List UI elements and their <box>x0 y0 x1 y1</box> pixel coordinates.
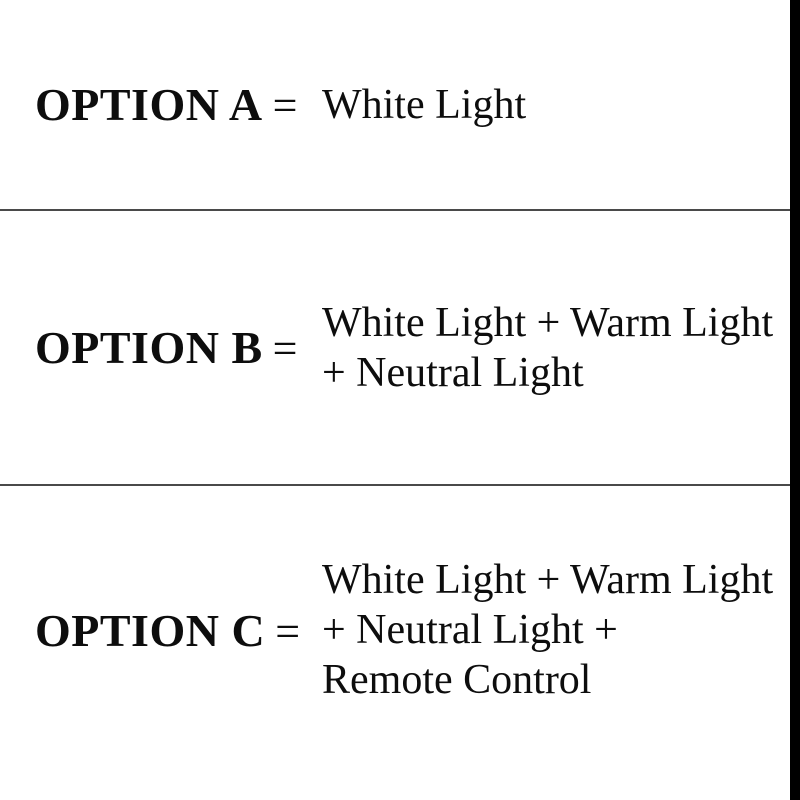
option-row-a <box>0 0 800 209</box>
equals-sign: = <box>272 81 298 130</box>
description-line: + Neutral Light <box>322 349 584 396</box>
description-line: White Light <box>322 81 527 128</box>
right-edge-strip <box>790 0 800 800</box>
description-line: + Neutral Light + <box>322 607 618 653</box>
description-line: White Light + Warm Light <box>322 299 774 346</box>
description-line: White Light + Warm Light <box>322 557 774 603</box>
option-b-name: OPTION B <box>35 322 263 373</box>
equals-sign: = <box>275 606 301 656</box>
option-a-name: OPTION A <box>35 79 263 130</box>
option-row-b <box>0 211 800 484</box>
option-a-description <box>322 80 526 130</box>
option-c-description <box>322 555 773 705</box>
equals-sign: = <box>272 324 298 373</box>
description-line: Remote Control <box>322 657 592 703</box>
option-b-description <box>322 298 773 398</box>
option-c-name: OPTION C <box>35 604 266 656</box>
option-row-c <box>0 486 800 800</box>
option-a-label <box>0 78 297 131</box>
option-b-label <box>0 321 297 374</box>
option-c-label <box>0 604 301 657</box>
